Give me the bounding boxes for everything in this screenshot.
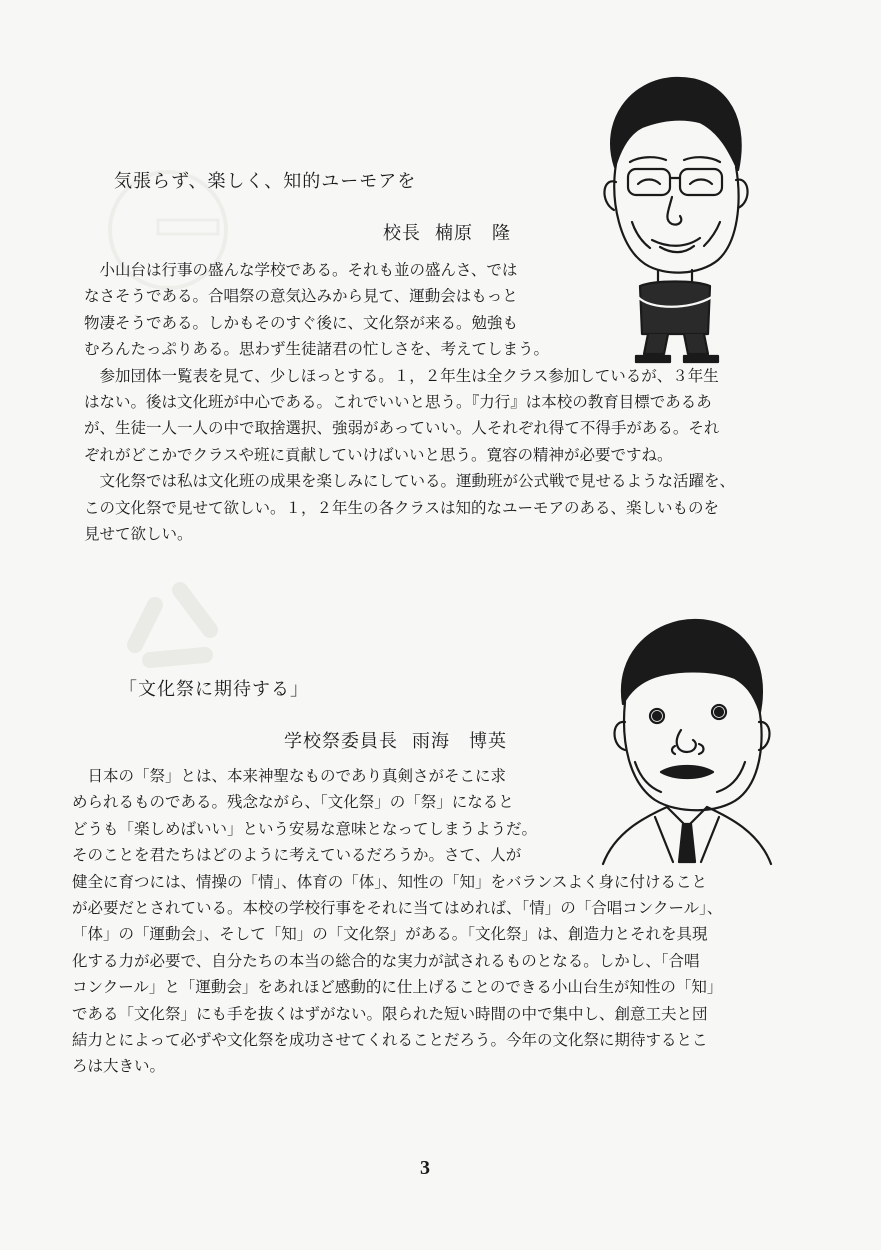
text-line: が必要だとされている。本校の学校行事をそれに当てはめれば、「情」の「合唱コンクール」、	[72, 898, 723, 917]
section1-author-role: 校長	[383, 223, 421, 244]
section2-author	[284, 727, 507, 753]
text-line: コンクール」と「運動会」をあれほど感動的に仕上げることのできる小山台生が知性の「知」	[72, 978, 723, 997]
text-line: 参加団体一覧表を見て、少しほっとする。１，２年生は全クラス参加しているが、３年生	[84, 366, 719, 385]
text-line: 見せて欲しい。	[84, 524, 193, 543]
text-line: ぞれがどこかでクラスや班に貢献していけばいいと思う。寛容の精神が必要ですね。	[84, 445, 673, 464]
section1-title: 気張らず、楽しく、知的ユーモアを	[114, 171, 417, 192]
text-line: ろは大きい。	[72, 1057, 166, 1076]
text-line: はない。後は文化班が中心である。これでいいと思う。『力行』は本校の教育目標であるあ	[84, 392, 712, 411]
text-line: 化する力が必要で、自分たちの本当の総合的な実力が試されるものとなる。しかし、「合唱	[72, 951, 700, 970]
section1-author-name: 楠原 隆	[435, 223, 511, 244]
text-line: 小山台は行事の盛んな学校である。それも並の盛んさ、では	[84, 261, 518, 279]
text-line: められるものである。残念ながら、「文化祭」の「祭」になると	[72, 793, 514, 812]
text-line: どうも「楽しめばいい」という安易な意味となってしまうようだ。	[72, 819, 538, 838]
section2-author-role: 学校祭委員長	[284, 731, 398, 752]
principal-caricature-illustration	[580, 72, 755, 367]
text-line: むろんたっぷりある。思わず生徒諸君の忙しさを、考えてしまう。	[84, 340, 550, 359]
text-line: が、生徒一人一人の中で取捨選択、強弱があっていい。人それぞれ得て不得手がある。それ	[84, 419, 720, 438]
section2-title: 「文化祭に期待する」	[119, 679, 309, 700]
text-line: 文化祭では私は文化班の成果を楽しみにしている。運動班が公式戦で見せるような活躍を、	[84, 472, 736, 491]
text-line: 「体」の「運動会」、そして「知」の「文化祭」がある。「文化祭」は、創造力とそれを具現	[72, 925, 708, 944]
committee-chair-caricature-illustration	[595, 612, 780, 867]
text-line: 物凄そうである。しかもそのすぐ後に、文化祭が来る。勉強も	[84, 313, 519, 332]
section1-author	[383, 219, 511, 245]
recycle-watermark-graphic	[105, 565, 245, 675]
text-line: 日本の「祭」とは、本来神聖なものであり真剣さがそこに求	[72, 767, 507, 785]
text-line: である「文化祭」にも手を抜くはずがない。限られた短い時間の中で集中し、創意工夫と団	[72, 1004, 708, 1023]
text-line: なさそうである。合唱祭の意気込みから見て、運動会はもっと	[84, 287, 518, 306]
page-number: 3	[420, 1157, 430, 1179]
text-line: そのことを君たちはどのように考えているだろうか。さて、人が	[72, 846, 522, 865]
section2-author-name: 雨海 博英	[412, 731, 507, 752]
text-line: 結力とによって必ずや文化祭を成功させてくれることだろう。今年の文化祭に期待するとこ	[72, 1030, 708, 1049]
text-line: この文化祭で見せて欲しい。１，２年生の各クラスは知的なユーモアのある、楽しいものを	[84, 498, 720, 517]
text-line: 健全に育つには、情操の「情」、体育の「体」、知性の「知」をバランスよく身に付けること	[72, 872, 708, 891]
